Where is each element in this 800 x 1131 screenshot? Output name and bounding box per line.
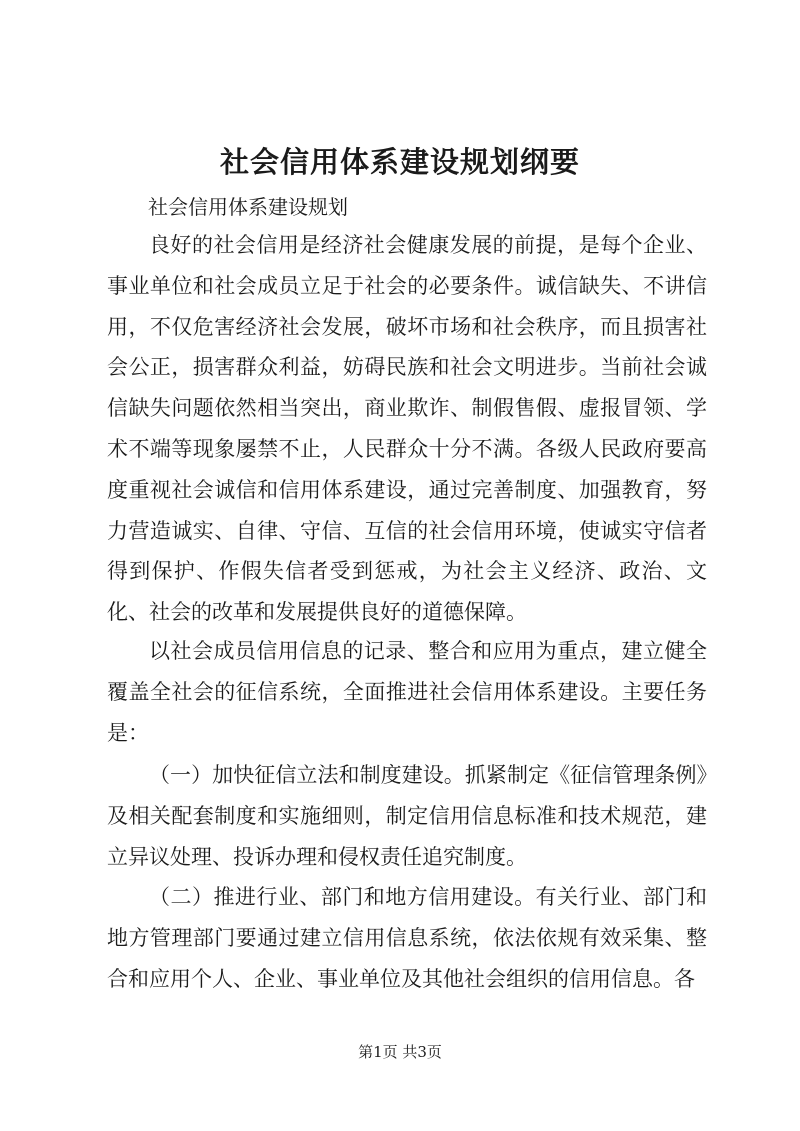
paragraph-4: （二）推进行业、部门和地方信用建设。有关行业、部门和地方管理部门要通过建立信用信息系统，依法依规有效采集、整合和应用个人、企业、事业单位及其他社会组织的信用信息。各 (107, 885, 707, 991)
paragraph-2: 以社会成员信用信息的记录、整合和应用为重点，建立健全覆盖全社会的征信系统，全面推进社会信用体系建设。主要任务是： (107, 639, 707, 745)
paragraph-3: （一）加快征信立法和制度建设。抓紧制定《征信管理条例》及相关配套制度和实施细则，制定信用信息标准和技术规范，建立异议处理、投诉办理和侵权责任追究制度。 (107, 763, 707, 869)
page-footer: 第1页 共3页 (358, 1043, 442, 1061)
document-subtitle: 社会信用体系建设规划 (148, 195, 348, 219)
paragraph-1: 良好的社会信用是经济社会健康发展的前提，是每个企业、事业单位和社会成员立足于社会的必要条件。诚信缺失、不讲信用，不仅危害经济社会发展，破坏市场和社会秩序，而且损害社会公正，损害群众利益，妨碍民族和社会文明进步。当前社会诚信缺失问题依然相当突出，商业欺诈、制假售假、虚报冒领、学术不端等现象屡禁不止，人民群众十分不满。各级人民政府要高度重视社会诚信和信用体系建设，通过完善制度、加强教育，努力营造诚实、自律、守信、互信的社会信用环境，使诚实守信者得到保护、作假失信者受到惩戒，为社会主义经济、政治、文化、社会的改革和发展提供良好的道德保障。 (107, 233, 707, 625)
document-title: 社会信用体系建设规划纲要 (219, 145, 580, 179)
